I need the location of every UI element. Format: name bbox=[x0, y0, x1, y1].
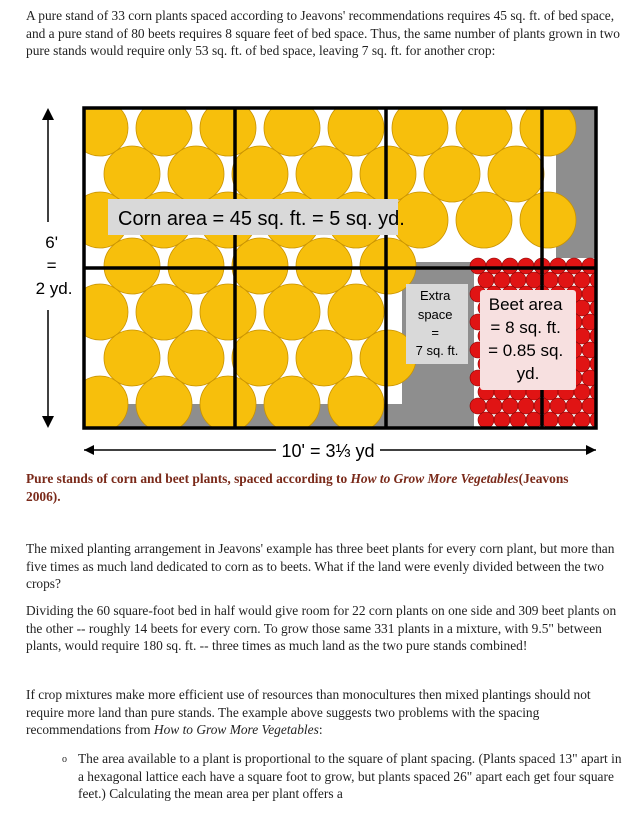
corn-plant bbox=[232, 238, 288, 294]
width-label: 10' = 3⅓ yd bbox=[281, 441, 375, 461]
corn-area-label: Corn area = 45 sq. ft. = 5 sq. yd. bbox=[118, 208, 405, 230]
width-arrowhead-right bbox=[586, 445, 596, 455]
corn-plant bbox=[232, 330, 288, 386]
beet-plant bbox=[574, 412, 590, 428]
para3-text: If crop mixtures make more efficient use of resources than monocultures then mixed plantings should not require more land than pure stands. The example above suggests two problems with the spacing recommendations from bbox=[26, 687, 591, 737]
caption-prefix: Pure stands of corn and beet plants, spaced according to bbox=[26, 471, 351, 486]
paragraph-mixed-planting: The mixed planting arrangement in Jeavons' example has three beet plants for every corn plant, but more than five times as much land dedicated to corn as to beets. What if the land were evenly divided between the two crops? bbox=[26, 541, 615, 591]
corn-plant bbox=[264, 284, 320, 340]
beet-area-label: Beet area = 8 sq. ft. = 0.85 sq. yd. bbox=[488, 295, 564, 383]
corn-plant bbox=[360, 146, 416, 202]
beet-plant bbox=[574, 328, 590, 344]
caption-suffix: (Jeavons 2006). bbox=[26, 471, 569, 504]
corn-plant bbox=[456, 192, 512, 248]
corn-plant bbox=[488, 146, 544, 202]
corn-plant bbox=[136, 284, 192, 340]
corn-plant bbox=[104, 146, 160, 202]
corn-plant bbox=[168, 146, 224, 202]
corn-plant bbox=[264, 104, 320, 156]
corn-plant bbox=[200, 376, 256, 432]
corn-plant bbox=[328, 376, 384, 432]
beet-plant bbox=[558, 412, 574, 428]
bullet-marker: o bbox=[62, 754, 67, 765]
beet-plant bbox=[470, 258, 486, 274]
beet-plant bbox=[590, 384, 606, 400]
corn-plant bbox=[72, 284, 128, 340]
beet-plant bbox=[478, 272, 494, 288]
para3-book-title: How to Grow More Vegetables bbox=[153, 722, 319, 737]
beet-plant bbox=[574, 272, 590, 288]
caption-book-title: How to Grow More Vegetables bbox=[350, 471, 519, 486]
corn-plant bbox=[328, 104, 384, 156]
width-arrowhead-left bbox=[84, 445, 94, 455]
bullet-item-1: The area available to a plant is proportional to the square of plant spacing. (Plants spaced 13" apart in a hexagonal lattice each have a square foot to grow, but plants spaced 26" apart each get four square feet.) Calculating the mean area per plant offers a bbox=[78, 751, 622, 801]
paragraph-dividing-bed: Dividing the 60 square-foot bed in half would give room for 22 corn plants on one side and 309 beet plants on the other -- roughly 14 beets for every corn. To grow those same 331 plants in a mixture, with 9.5" between plants, would require 180 sq. ft. -- three times as much land as the two pure stands combined! bbox=[26, 603, 617, 653]
beet-plant bbox=[566, 258, 582, 274]
beet-plant bbox=[590, 328, 606, 344]
extra-space-label: Extra space = 7 sq. ft. bbox=[415, 288, 459, 358]
beet-plant bbox=[558, 272, 574, 288]
figure-caption bbox=[26, 470, 586, 505]
corn-plant bbox=[520, 104, 576, 156]
corn-beet-figure bbox=[20, 104, 610, 474]
corn-plant bbox=[104, 330, 160, 386]
beet-plant bbox=[486, 398, 502, 414]
beet-plant bbox=[574, 356, 590, 372]
corn-plant bbox=[456, 104, 512, 156]
corn-plant bbox=[168, 330, 224, 386]
beet-plant bbox=[542, 272, 558, 288]
beet-plant bbox=[526, 272, 542, 288]
corn-plant bbox=[72, 376, 128, 432]
beet-plant bbox=[590, 356, 606, 372]
corn-plant bbox=[232, 146, 288, 202]
beet-plant bbox=[478, 412, 494, 428]
corn-plant bbox=[72, 104, 128, 156]
beet-plant bbox=[510, 412, 526, 428]
corn-plant bbox=[264, 376, 320, 432]
beet-plant bbox=[518, 258, 534, 274]
height-label: 6' = 2 yd. bbox=[35, 233, 73, 298]
corn-plant bbox=[296, 330, 352, 386]
beet-plant bbox=[494, 412, 510, 428]
beet-plant bbox=[590, 300, 606, 316]
corn-plant bbox=[104, 238, 160, 294]
beet-plant bbox=[502, 398, 518, 414]
paragraph-crop-mixtures bbox=[26, 686, 622, 739]
para3-suffix: : bbox=[318, 722, 323, 737]
beet-plant bbox=[550, 258, 566, 274]
corn-plant bbox=[136, 104, 192, 156]
corn-plant bbox=[200, 104, 256, 156]
corn-plant bbox=[328, 284, 384, 340]
beet-plant bbox=[470, 398, 486, 414]
beet-plant bbox=[550, 398, 566, 414]
beet-plant bbox=[542, 412, 558, 428]
corn-plant bbox=[296, 238, 352, 294]
beet-plant bbox=[510, 272, 526, 288]
corn-plant bbox=[168, 238, 224, 294]
intro-paragraph: A pure stand of 33 corn plants spaced according to Jeavons' recommendations requires 45 sq. ft. of bed space, and a pure stand of 80 beets requires 8 square feet of bed space. Thus, the same number of plants grown in two pure stands would require only 53 sq. ft. of bed space, leaving 7 sq. ft. for another crop: bbox=[26, 8, 620, 58]
beet-plant bbox=[486, 258, 502, 274]
corn-plant bbox=[296, 146, 352, 202]
corn-plant bbox=[392, 104, 448, 156]
beet-plant bbox=[574, 300, 590, 316]
corn-plant bbox=[136, 376, 192, 432]
beet-plant bbox=[566, 398, 582, 414]
beet-plant bbox=[590, 272, 606, 288]
corn-plant bbox=[424, 146, 480, 202]
beet-plant bbox=[502, 258, 518, 274]
beet-plant bbox=[494, 272, 510, 288]
beet-plant bbox=[526, 412, 542, 428]
beet-plant bbox=[574, 384, 590, 400]
corn-plant bbox=[200, 284, 256, 340]
beet-plant bbox=[518, 398, 534, 414]
beet-plant bbox=[590, 412, 606, 428]
corn-plant bbox=[520, 192, 576, 248]
